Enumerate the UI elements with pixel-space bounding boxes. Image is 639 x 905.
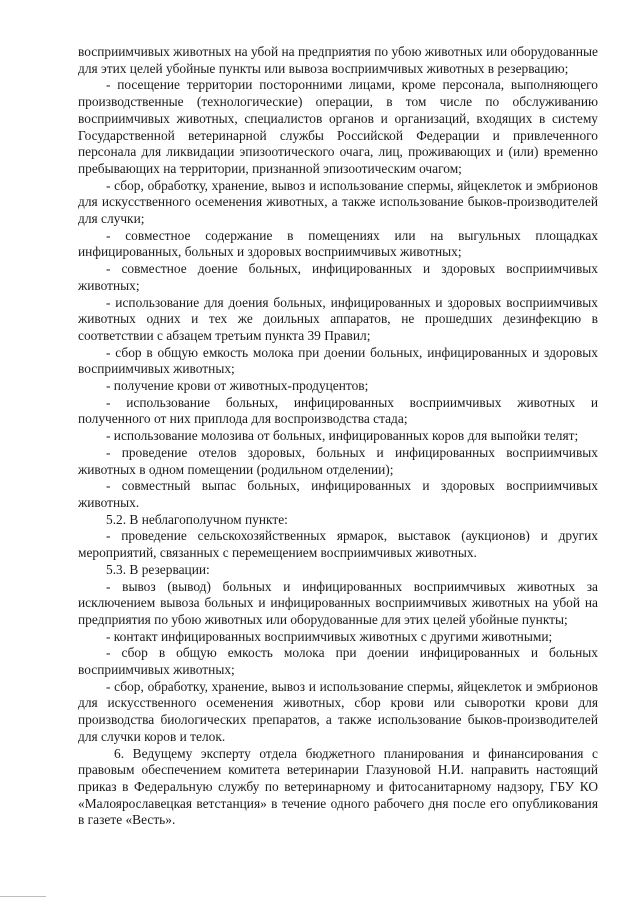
paragraph-item-joint-milking: - совместное доение больных, инфицированных и здоровых восприимчивых животных; xyxy=(78,261,598,293)
paragraph-item-visitors: - посещение территории посторонними лицами, кроме персонала, выполняющего производственные (технологические) операции, в том числе по обслуживанию восприимчивых животных, специалистов органов и организаций, входящих в систему Государственной ветеринарной службы Российской Федерации и привлеченного персонала для ликвидации эпизоотического очага, лиц, проживающих и (или) временно пребывающих на территории, признанной эпизоотическим очагом; xyxy=(78,77,598,176)
paragraph-item-fairs: - проведение сельскохозяйственных ярмарок, выставок (аукционов) и других мероприятий, связанных с перемещением восприимчивых животных. xyxy=(78,528,598,561)
document-body xyxy=(78,44,598,829)
paragraph-item-removal: - вывоз (вывод) больных и инфицированных восприимчивых животных за исключением вывоза больных и инфицированных восприимчивых животных на убой на предприятия по убою животных или оборудованные для этих целей убойные пункты; xyxy=(78,578,598,627)
section-heading-5-3: 5.3. В резервации: xyxy=(106,561,210,577)
paragraph-item-reproduction: - использование больных, инфицированных восприимчивых животных и полученного от них приплода для воспроизводства стада; xyxy=(78,394,598,427)
paragraph-item-grazing: - совместный выпас больных, инфицированных и здоровых восприимчивых животных. xyxy=(78,478,598,510)
paragraph-item-milking-machines: - использование для доения больных, инфицированных и здоровых восприимчивых животных одних и тех же доильных аппаратов, не прошедших дезинфекцию в соответствии с абзацем третьим пункта 39 Правил; xyxy=(78,294,598,343)
paragraph-item-milk-collection-reservation: - сбор в общую емкость молока при доении инфицированных и больных восприимчивых животных; xyxy=(78,645,598,678)
paragraph-item-calving: - проведение отелов здоровых, больных и инфицированных восприимчивых животных в одном помещении (родильном отделении); xyxy=(78,444,598,477)
paragraph-item-blood: - получение крови от животных-продуцентов; xyxy=(106,378,369,394)
section-heading-5-2: 5.2. В неблагополучном пункте: xyxy=(106,511,288,527)
bottom-divider xyxy=(0,896,46,897)
paragraph-item-colostrum: - использование молозива от больных, инфицированных коров для выпойки телят; xyxy=(106,428,579,444)
paragraph-item-contact: - контакт инфицированных восприимчивых животных с другими животными; xyxy=(106,628,553,644)
paragraph-section-6: 6. Ведущему эксперту отдела бюджетного планирования и финансирования с правовым обеспечением комитета ветеринарии Глазуновой Н.И. направить настоящий приказ в Федеральную службу по ветеринарному и фитосанитарному надзору, ГБУ КО «Малоярославецкая ветстанция» в течение одного рабочего дня после его опубликования в газете «Весть». xyxy=(78,745,598,828)
paragraph-item-sperm-collection: - сбор, обработку, хранение, вывоз и использование спермы, яйцеклеток и эмбрионов для искусственного осеменения животных, а также использование быков-производителей для случки; xyxy=(78,177,598,227)
paragraph-continuation: восприимчивых животных на убой на предприятия по убою животных или оборудованные для этих целей убойные пункты или вывоза восприимчивых животных в резервацию; xyxy=(78,44,598,76)
paragraph-item-sperm-blood: - сбор, обработку, хранение, вывоз и использование спермы, яйцеклеток и эмбрионов для искусственного осеменения животных, сбор крови или сыворотки крови для производства биологических препаратов, а также использование быков-производителей для случки коров и телок. xyxy=(78,678,598,744)
paragraph-item-joint-keeping: - совместное содержание в помещениях или на выгульных площадках инфицированных, больных и здоровых восприимчивых животных; xyxy=(78,227,598,260)
paragraph-item-milk-collection: - сбор в общую емкость молока при доении больных, инфицированных и здоровых восприимчивых животных; xyxy=(78,344,598,377)
